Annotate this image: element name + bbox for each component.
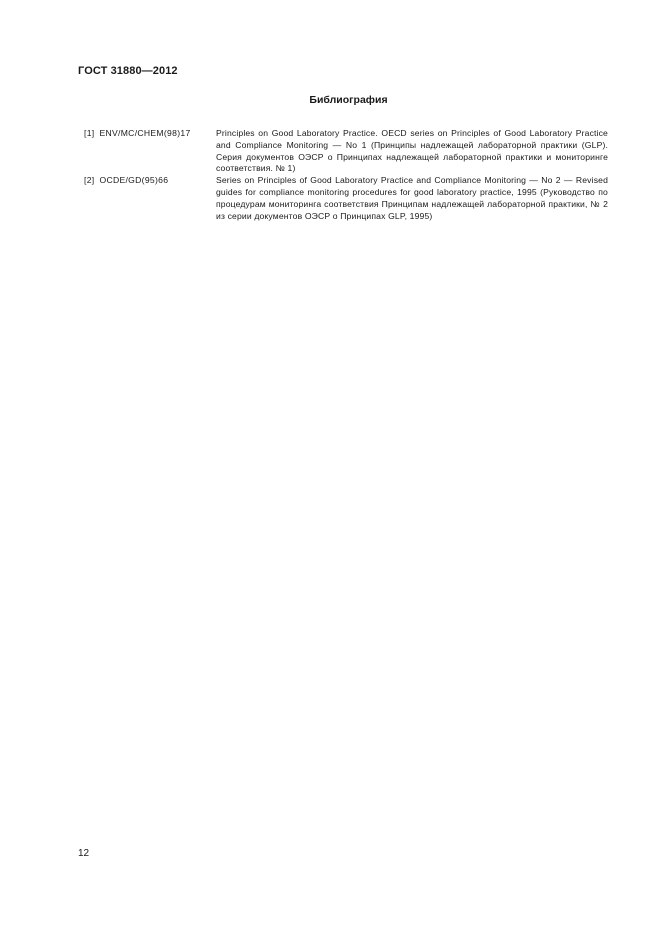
bibliography-reference <box>84 128 216 140</box>
entry-code: OCDE/GD(95)66 <box>99 175 169 186</box>
bibliography-reference <box>84 175 216 187</box>
bibliography-list <box>84 128 608 222</box>
bibliography-title: Библиография <box>309 94 388 106</box>
entry-description: Series on Principles of Good Laboratory Practice and Compliance Monitoring — No 2 — Revised guides for compliance monitoring procedures for good laboratory practice, 1995 (Руководство по процедурам мониторинга соответствия Принципам надлежащей лабораторной практики, № 2 из серии документов ОЭСР о Принципах GLP, 1995) <box>216 175 608 221</box>
entry-description: Principles on Good Laboratory Practice. OECD series on Principles of Good Laboratory Practice and Compliance Monitoring — No 1 (Принципы надлежащей лабораторной практики (GLP). Серия документов ОЭСР о Принципах надлежащей лабораторной практики и мониторинге соответствия. № 1) <box>216 128 608 174</box>
bibliography-entry <box>84 175 608 222</box>
entry-code: ENV/MC/CHEM(98)17 <box>99 128 191 138</box>
page-number: 12 <box>78 848 90 859</box>
entry-number: [1] <box>84 128 95 138</box>
bibliography-entry <box>84 128 608 175</box>
entry-number: [2] <box>84 175 95 186</box>
document-header: ГОСТ 31880—2012 <box>78 65 178 77</box>
